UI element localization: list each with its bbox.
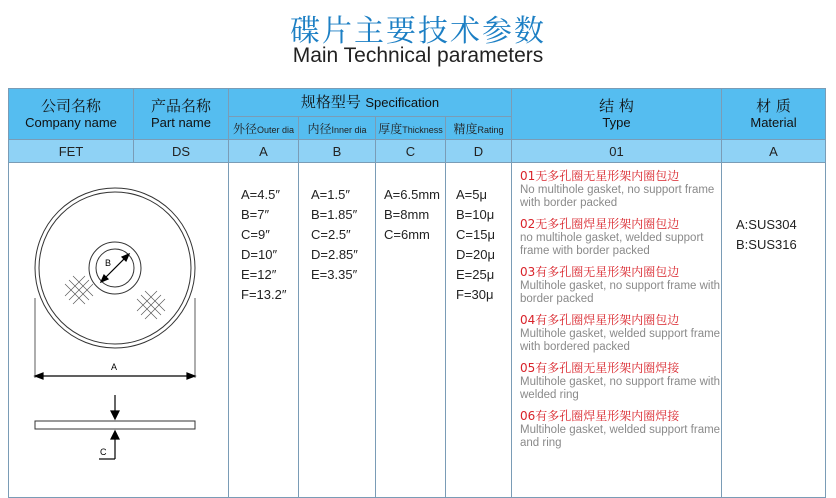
dim-a-label: A <box>111 362 118 372</box>
header-company: 公司名称 Company name <box>9 89 134 140</box>
inner-diameter-value: A=1.5″ <box>311 187 350 202</box>
dim-c-top-arrow <box>111 395 119 419</box>
type-item <box>520 361 721 402</box>
type-cn: 05有多孔圈无星形架内圈焊接 <box>520 361 680 375</box>
type-en: no multihole gasket, welded support frame with border packed <box>520 232 704 257</box>
type-item <box>520 265 721 306</box>
type-item <box>520 313 721 354</box>
code-precision: D <box>446 140 512 163</box>
dim-b-label: B <box>105 258 112 268</box>
type-item <box>520 409 721 450</box>
page-title-en: Main Technical parameters <box>292 44 544 67</box>
precision-value: B=10μ <box>456 207 495 222</box>
code-company: FET <box>9 140 134 163</box>
material-value: A:SUS304 <box>736 217 797 232</box>
type-item <box>520 169 721 210</box>
disc-drawing <box>9 163 229 497</box>
mesh-left-icon <box>65 276 93 304</box>
header-material: 材 质 Material <box>722 89 826 140</box>
materials-cell <box>722 163 826 498</box>
inner-diameter-value: D=2.85″ <box>311 247 358 262</box>
subheader-outer: 外径Outer dia <box>229 117 299 140</box>
outer-diameter-value: F=13.2″ <box>241 287 287 302</box>
inner-diameter-value: C=2.5″ <box>311 227 351 242</box>
code-thickness: C <box>376 140 446 163</box>
precision-value: E=25μ <box>456 267 495 282</box>
type-en: Multihole gasket, welded support frame and ring <box>520 424 721 449</box>
outer-diameter-value: C=9″ <box>241 227 270 242</box>
type-cn: 03有多孔圈无星形架内圈包边 <box>520 265 680 279</box>
type-item <box>520 217 721 258</box>
type-en: Multihole gasket, welded support frame with bordered packed <box>520 328 721 353</box>
inner-diameter-value: E=3.35″ <box>311 267 358 282</box>
thickness-value: C=6mm <box>384 227 430 242</box>
header-structure: 结 构 Type <box>512 89 722 140</box>
outer-values-cell <box>229 163 299 498</box>
type-cn: 04有多孔圈焊星形架内圈包边 <box>520 313 680 327</box>
precision-value: D=20μ <box>456 247 495 262</box>
code-inner: B <box>299 140 376 163</box>
subheader-precision: 精度Rating <box>446 117 512 140</box>
mesh-right-icon <box>137 291 165 319</box>
inner-diameter-value: B=1.85″ <box>311 207 358 222</box>
outer-diameter-value: A=4.5″ <box>241 187 280 202</box>
inner-values-cell <box>299 163 376 498</box>
material-value: B:SUS316 <box>736 237 797 252</box>
header-spec: 规格型号 Specification <box>229 89 512 117</box>
disc-drawing-cell <box>9 163 229 498</box>
type-cn: 02无多孔圈焊星形架内圈包边 <box>520 217 680 231</box>
spec-table <box>8 88 826 498</box>
types-cell <box>512 163 722 498</box>
outer-diameter-value: E=12″ <box>241 267 277 282</box>
thickness-value: B=8mm <box>384 207 430 222</box>
code-outer: A <box>229 140 299 163</box>
precision-value: F=30μ <box>456 287 494 302</box>
type-en: Multihole gasket, no support frame with border packed <box>520 280 721 305</box>
outer-diameter-value: D=10″ <box>241 247 278 262</box>
subheader-inner: 内径Inner dia <box>299 117 376 140</box>
thickness-value: A=6.5mm <box>384 187 440 202</box>
type-cn: 06有多孔圈焊星形架内圈焊接 <box>520 409 680 423</box>
thickness-values-cell <box>376 163 446 498</box>
type-en: No multihole gasket, no support frame with border packed <box>520 184 715 209</box>
type-en: Multihole gasket, no support frame with welded ring <box>520 376 721 401</box>
precision-values-cell <box>446 163 512 498</box>
code-type: 01 <box>512 140 722 163</box>
precision-value: C=15μ <box>456 227 495 242</box>
code-row <box>9 140 826 163</box>
code-material: A <box>722 140 826 163</box>
outer-diameter-value: B=7″ <box>241 207 270 222</box>
subheader-thickness: 厚度Thickness <box>376 117 446 140</box>
header-part: 产品名称 Part name <box>134 89 229 140</box>
page-title-cn: 碟片主要技术参数 <box>290 14 546 49</box>
code-part: DS <box>134 140 229 163</box>
precision-value: A=5μ <box>456 187 487 202</box>
type-cn: 01无多孔圈无星形架内圈包边 <box>520 169 680 183</box>
dim-c-label: C <box>100 447 107 457</box>
dim-a <box>35 373 195 379</box>
disc-side-view <box>35 421 195 429</box>
